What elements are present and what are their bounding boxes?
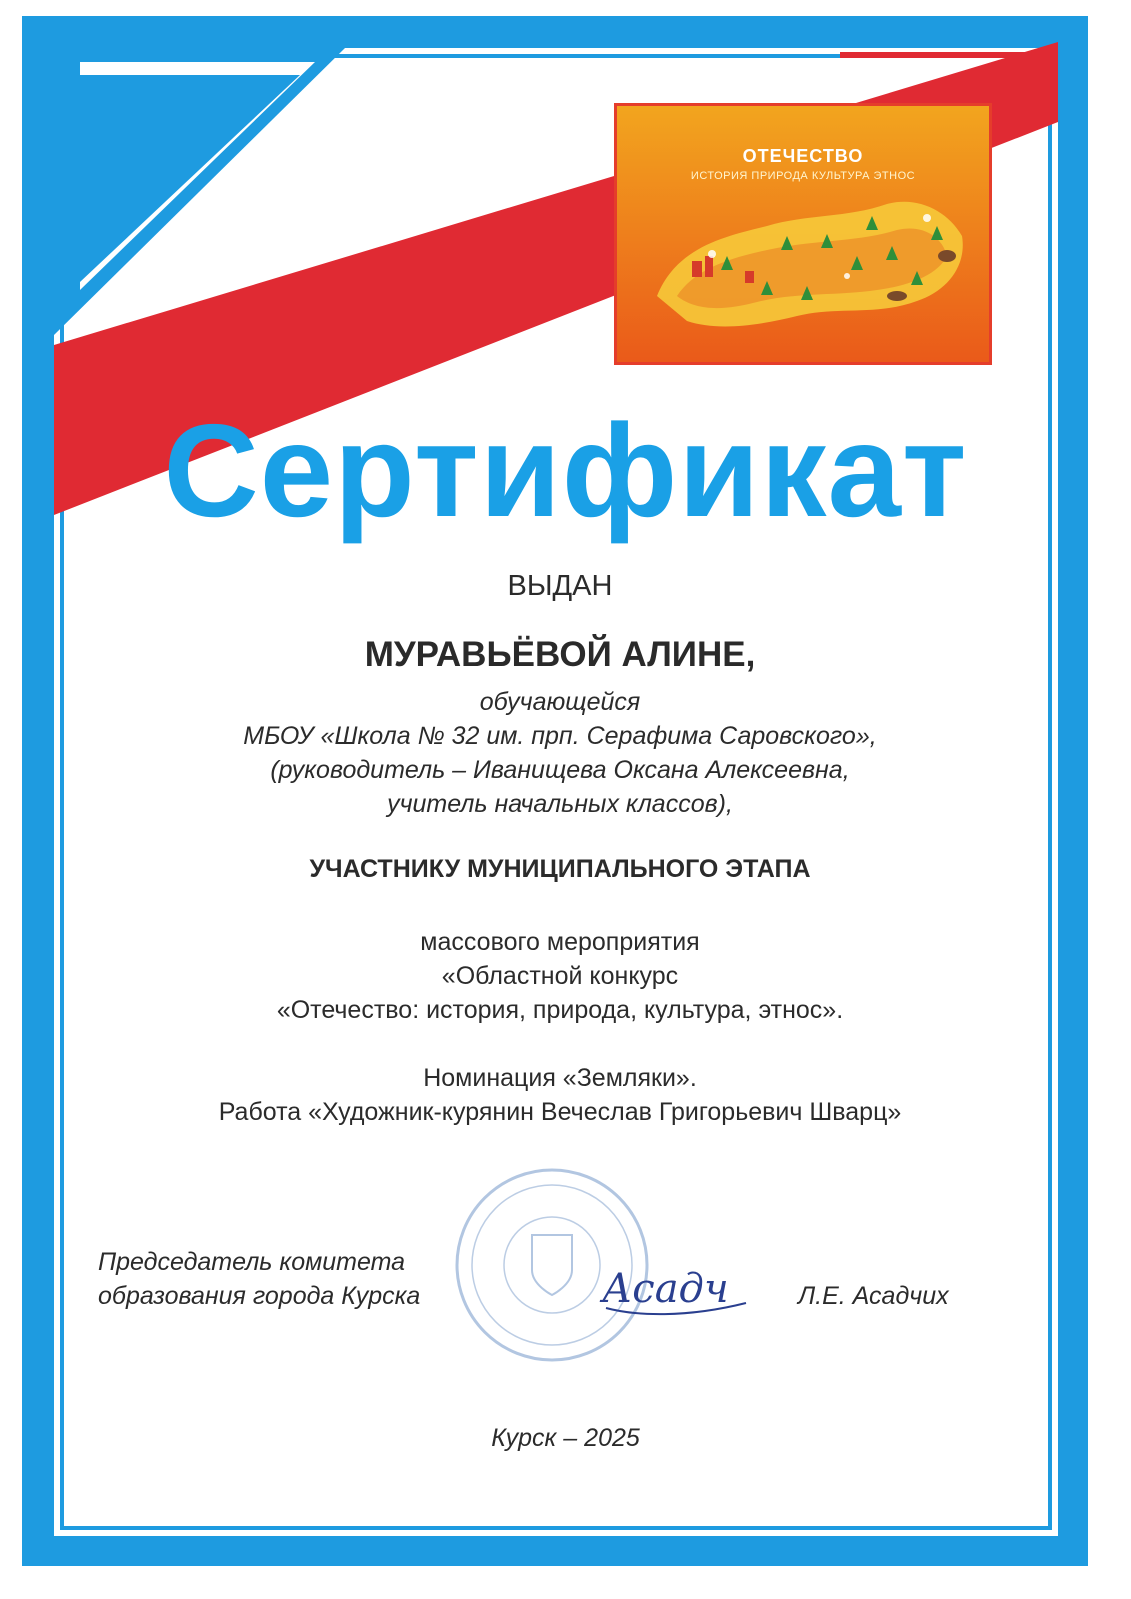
recipient-name: МУРАВЬЁВОЙ АЛИНЕ,: [364, 635, 756, 674]
signatory-title-line: Председатель комитета: [98, 1248, 406, 1276]
signatory-title-line: образования города Курска: [98, 1282, 421, 1310]
student-line: МБОУ «Школа № 32 им. прп. Серафима Саровского»,: [243, 722, 877, 750]
event-line: массового мероприятия: [420, 928, 700, 956]
footer-city-year: Курск – 2025: [491, 1424, 640, 1452]
handwritten-signature: [596, 1258, 766, 1328]
student-line: обучающейся: [479, 688, 641, 716]
participant-label: УЧАСТНИКУ МУНИЦИПАЛЬНОГО ЭТАПА: [309, 855, 811, 883]
event-line: «Областной конкурс: [441, 962, 679, 990]
nomination-line: Номинация «Земляки».: [423, 1064, 697, 1092]
certificate-title: Сертификат: [163, 397, 968, 544]
banner-title: ОТЕЧЕСТВО: [742, 146, 864, 166]
student-line: (руководитель – Иванищева Оксана Алексеевна,: [270, 756, 850, 784]
signature-text: Асадч: [602, 1266, 729, 1312]
nomination-line: Работа «Художник-курянин Вечеслав Григорьевич Шварц»: [218, 1098, 902, 1126]
issued-label: ВЫДАН: [507, 570, 613, 602]
banner-map-illustration: [617, 106, 989, 362]
event-line: «Отечество: история, природа, культура, этнос».: [276, 996, 844, 1024]
contest-banner: [614, 103, 992, 365]
banner-subtitle: ИСТОРИЯ ПРИРОДА КУЛЬТУРА ЭТНОС: [690, 170, 916, 182]
signatory-name: Л.Е. Асадчих: [798, 1282, 949, 1310]
student-line: учитель начальных классов),: [387, 790, 733, 818]
